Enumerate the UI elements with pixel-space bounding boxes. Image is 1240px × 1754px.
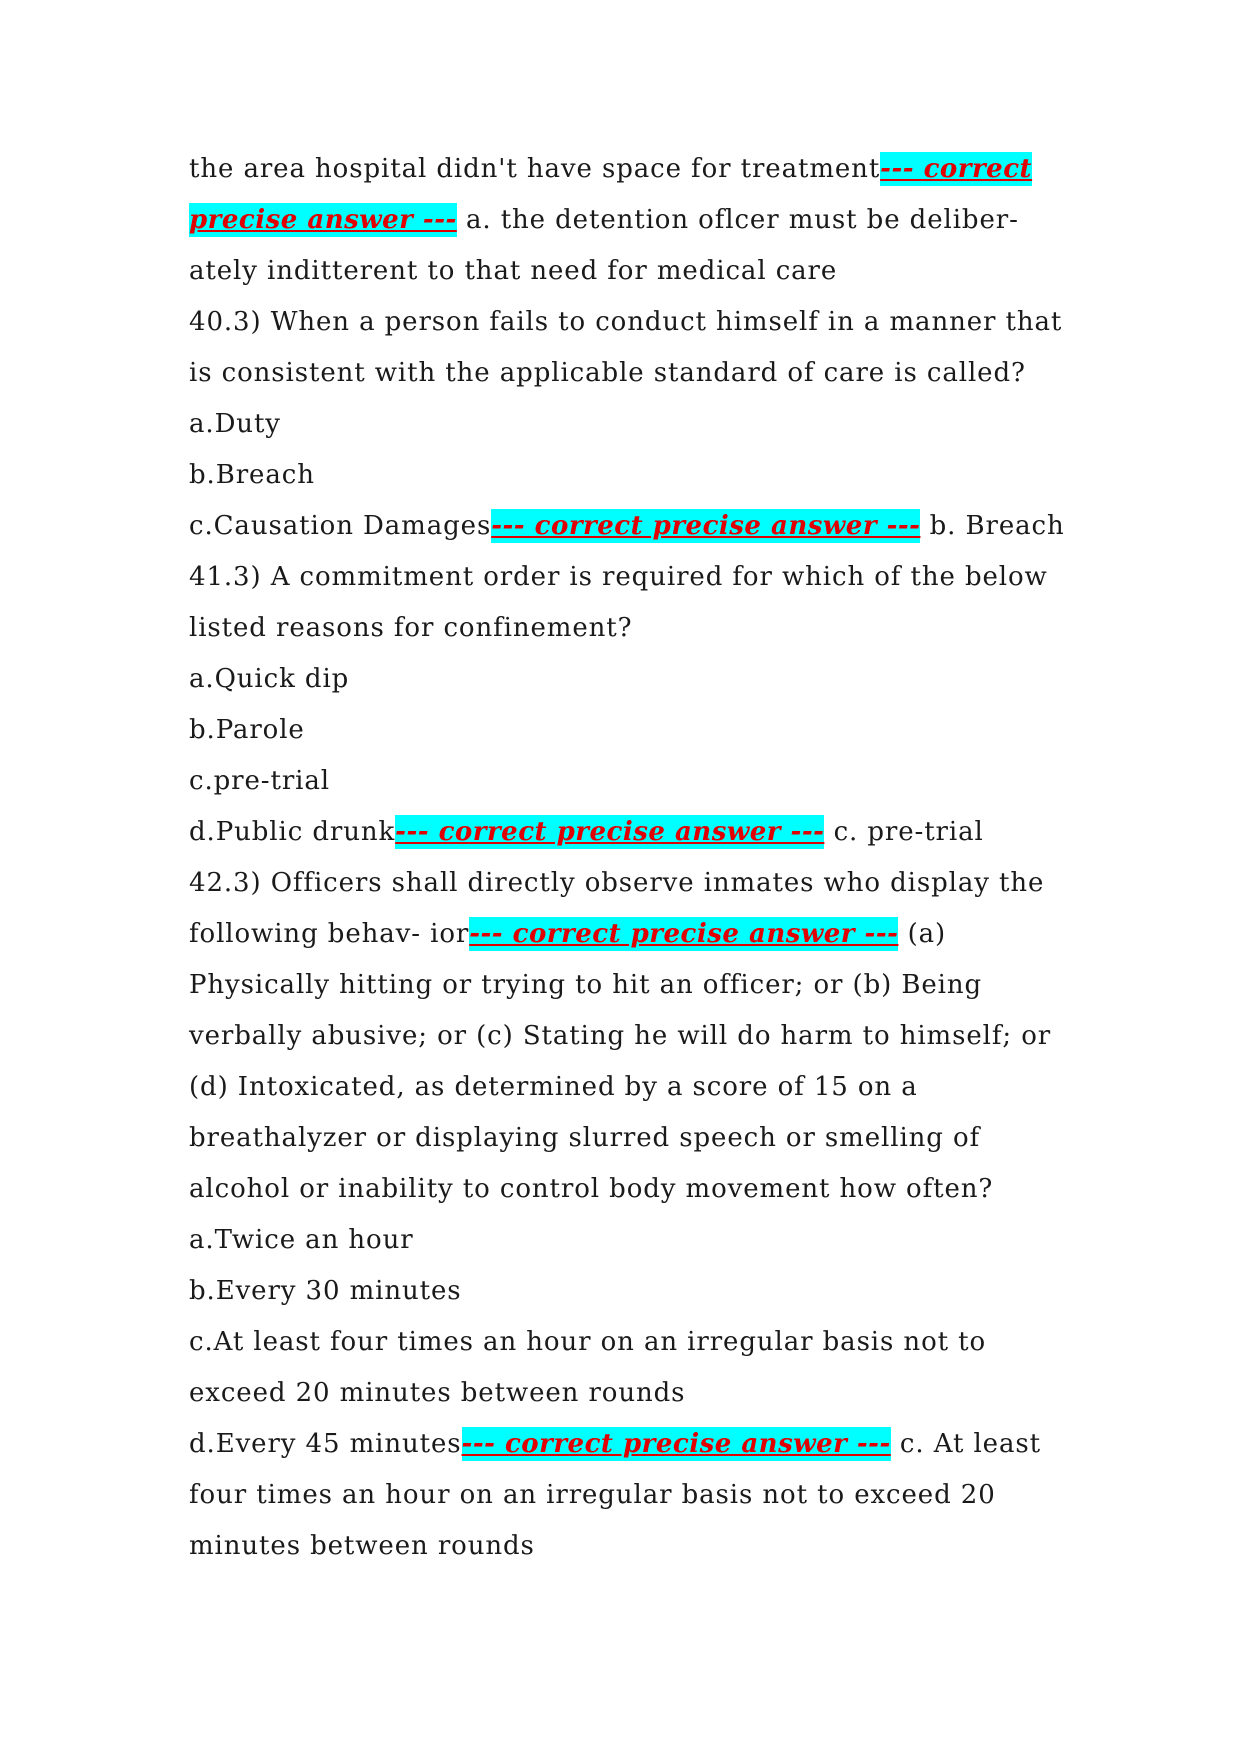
text-line <box>189 1368 1069 1419</box>
line-text: following behav- ior <box>189 919 470 949</box>
answer-highlight: --- correct precise answer --- <box>395 817 825 847</box>
text-line <box>189 705 1069 756</box>
line-text: the area hospital didn't have space for treatment <box>189 154 881 184</box>
document-page <box>189 144 1069 1572</box>
line-text: c.Causation Damages <box>189 511 492 541</box>
text-line <box>189 297 1069 348</box>
text-line <box>189 858 1069 909</box>
text-line <box>189 603 1069 654</box>
text-line <box>189 1521 1069 1572</box>
text-line <box>189 960 1069 1011</box>
text-line <box>189 552 1069 603</box>
line-text: c.At least four times an hour on an irregular basis not to <box>189 1327 987 1357</box>
text-line <box>189 246 1069 297</box>
text-line <box>189 1011 1069 1062</box>
answer-highlight: --- correct precise answer --- <box>491 511 921 541</box>
text-line <box>189 144 1069 195</box>
answer-text: b. Breach <box>920 511 1065 541</box>
line-text: b.Breach <box>189 460 315 490</box>
text-line <box>189 399 1069 450</box>
text-line <box>189 1062 1069 1113</box>
text-line <box>189 450 1069 501</box>
line-text: a.Quick dip <box>189 664 350 694</box>
line-text: 40.3) When a person fails to conduct himself in a manner that <box>189 307 1063 337</box>
text-line <box>189 1164 1069 1215</box>
line-text: ately inditterent to that need for medical care <box>189 256 838 286</box>
text-line <box>189 654 1069 705</box>
line-text: breathalyzer or displaying slurred speech or smelling of <box>189 1123 981 1153</box>
text-line <box>189 1470 1069 1521</box>
line-text: a.Duty <box>189 409 281 439</box>
answer-text: c. At least <box>890 1429 1041 1459</box>
text-line <box>189 756 1069 807</box>
line-text: exceed 20 minutes between rounds <box>189 1378 686 1408</box>
text-line <box>189 807 1069 858</box>
line-text: 41.3) A commitment order is required for which of the below <box>189 562 1048 592</box>
line-text: verbally abusive; or (c) Stating he will do harm to himself; or <box>189 1021 1052 1051</box>
answer-text: a. the detention oflcer must be deliber- <box>456 205 1019 235</box>
answer-text: (a) <box>898 919 947 949</box>
line-text: (d) Intoxicated, as determined by a score of 15 on a <box>189 1072 918 1102</box>
text-line <box>189 1215 1069 1266</box>
text-line <box>189 195 1069 246</box>
text-line <box>189 1419 1069 1470</box>
line-text: d.Every 45 minutes <box>189 1429 462 1459</box>
answer-highlight: --- correct precise answer --- <box>461 1429 891 1459</box>
text-line <box>189 1113 1069 1164</box>
answer-highlight: --- correct <box>880 154 1033 184</box>
line-text: 42.3) Officers shall directly observe inmates who display the <box>189 868 1045 898</box>
answer-highlight: precise answer --- <box>189 205 457 235</box>
line-text: d.Public drunk <box>189 817 396 847</box>
line-text: alcohol or inability to control body movement how often? <box>189 1174 994 1204</box>
line-text: four times an hour on an irregular basis not to exceed 20 <box>189 1480 996 1510</box>
answer-text: c. pre-trial <box>824 817 984 847</box>
line-text: b.Every 30 minutes <box>189 1276 462 1306</box>
text-line <box>189 501 1069 552</box>
line-text: is consistent with the applicable standard of care is called? <box>189 358 1026 388</box>
line-text: minutes between rounds <box>189 1531 535 1561</box>
line-text: c.pre-trial <box>189 766 330 796</box>
line-text: a.Twice an hour <box>189 1225 414 1255</box>
text-line <box>189 909 1069 960</box>
answer-highlight: --- correct precise answer --- <box>469 919 899 949</box>
line-text: Physically hitting or trying to hit an officer; or (b) Being <box>189 970 983 1000</box>
text-line <box>189 348 1069 399</box>
line-text: listed reasons for confinement? <box>189 613 633 643</box>
text-line <box>189 1317 1069 1368</box>
line-text: b.Parole <box>189 715 305 745</box>
text-line <box>189 1266 1069 1317</box>
